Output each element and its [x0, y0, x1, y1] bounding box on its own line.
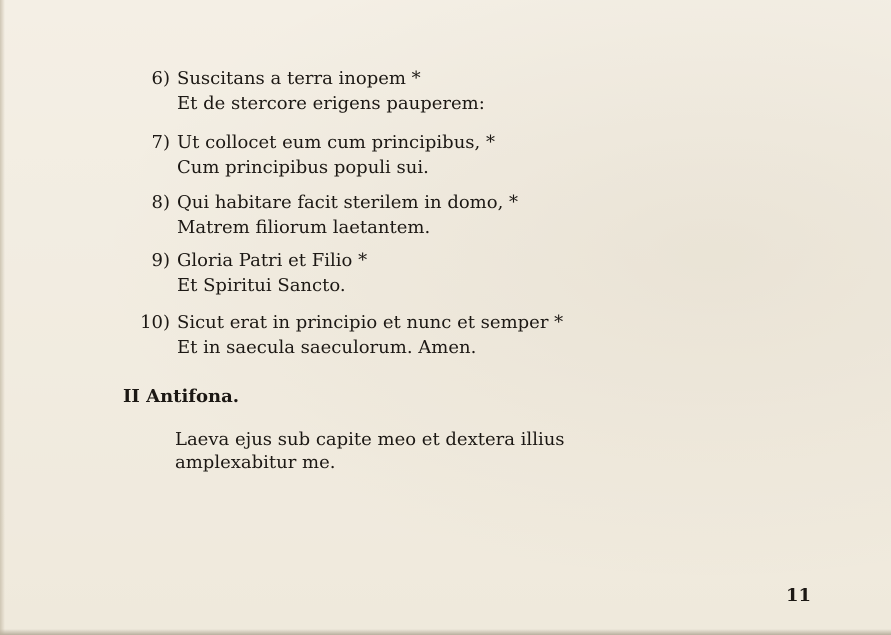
- verse-line: Et de stercore erigens pauperem:: [177, 93, 485, 114]
- antiphon-line: amplexabitur me.: [175, 452, 336, 473]
- verse-line: Et in saecula saeculorum. Amen.: [177, 337, 477, 358]
- verse-number: 9): [151, 250, 170, 271]
- verse-line: Et Spiritui Sancto.: [177, 275, 346, 296]
- section-heading: II Antifona.: [123, 386, 240, 407]
- verse-line: Ut collocet eum cum principibus, *: [177, 132, 495, 153]
- verse-line: Matrem filiorum laetantem.: [177, 217, 431, 238]
- verse-number: 10): [140, 312, 170, 333]
- page-number: 11: [786, 585, 812, 606]
- verse-number: 6): [151, 68, 170, 89]
- verse-number: 8): [151, 192, 170, 213]
- antiphon-text: [175, 428, 565, 474]
- verse-line: Suscitans a terra inopem *: [177, 68, 421, 89]
- verse-line: Cum principibus populi sui.: [177, 157, 429, 178]
- verse-line: Sicut erat in principio et nunc et semper *: [177, 312, 564, 333]
- page-bottom-shadow: [0, 629, 891, 635]
- verse-line: Gloria Patri et Filio *: [177, 250, 368, 271]
- verse-number: 7): [151, 132, 170, 153]
- antiphon-line: Laeva ejus sub capite meo et dextera illius: [175, 429, 565, 450]
- verse-line: Qui habitare facit sterilem in domo, *: [177, 192, 519, 213]
